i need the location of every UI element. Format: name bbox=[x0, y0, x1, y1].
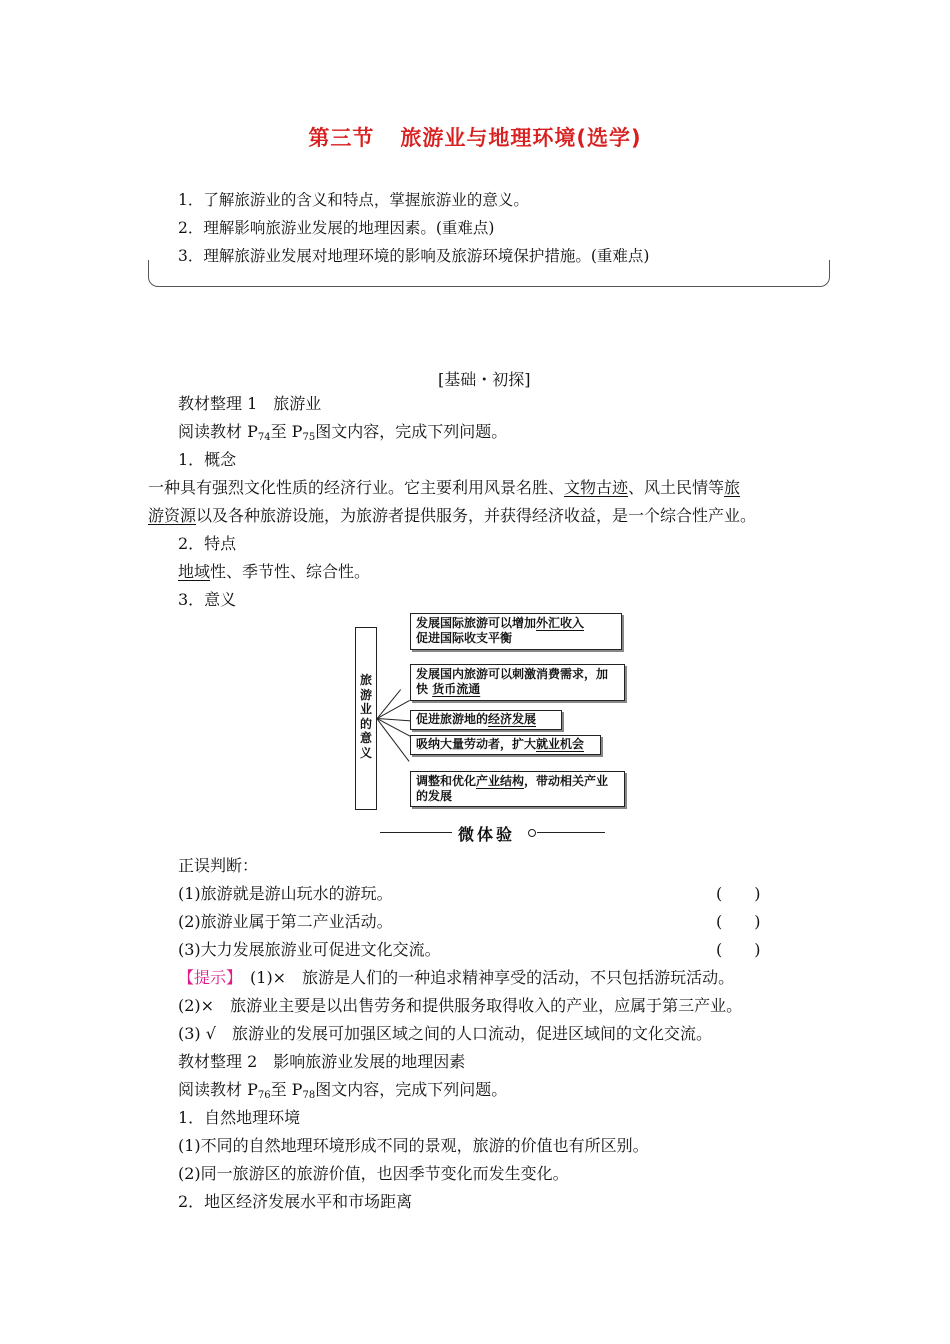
answer-blank-2: ( ) bbox=[716, 912, 761, 931]
topic-1-read: 阅读教材 $P_{74}$至 $P_{75}$图文内容，完成下列问题。 bbox=[178, 422, 508, 443]
concept-line-1: 一种具有强烈文化性质的经济行业。它主要利用风景名胜、文物古迹、风土民情等旅 bbox=[148, 478, 741, 497]
concept-heading: 1．概念 bbox=[178, 450, 237, 469]
topic-1-heading: 教材整理 1 旅游业 bbox=[178, 394, 322, 413]
diagram-box-currency: 发展国内旅游可以刺激消费需求，加 快 货币流通 bbox=[410, 664, 625, 701]
page-title: 第三节 旅游业与地理环境(选学) bbox=[308, 126, 642, 150]
connector-2 bbox=[377, 700, 410, 719]
connector-5 bbox=[376, 718, 409, 762]
natural-env-heading: 1．自然地理环境 bbox=[178, 1108, 301, 1127]
diagram-box-jobs: 吸纳大量劳动者，扩大就业机会 bbox=[410, 735, 601, 755]
judge-item-2: (2)旅游业属于第二产业活动。 bbox=[178, 912, 393, 931]
objectives-bracket bbox=[148, 260, 830, 287]
natural-env-2: (2)同一旅游区的旅游价值，也因季节变化而发生变化。 bbox=[178, 1164, 569, 1183]
objective-3: 3．理解旅游业发展对地理环境的影响及旅游环境保护措施。(重难点) bbox=[178, 247, 650, 265]
answer-blank-1: ( ) bbox=[716, 884, 761, 903]
economy-heading: 2．地区经济发展水平和市场距离 bbox=[178, 1192, 413, 1211]
banner-text: 微体验 bbox=[458, 825, 516, 844]
banner-line-right bbox=[537, 832, 605, 833]
banner-line-left bbox=[380, 832, 452, 833]
section-tag: [基础・初探] bbox=[438, 370, 531, 389]
topic-2-read: 阅读教材 $P_{76}$至 $P_{78}$图文内容，完成下列问题。 bbox=[178, 1080, 508, 1101]
connector-1 bbox=[377, 689, 401, 718]
diagram-box-industry: 调整和优化产业结构，带动相关产业 的发展 bbox=[410, 771, 625, 807]
hint-line-3: (3) √ 旅游业的发展可加强区域之间的人口流动，促进区域间的文化交流。 bbox=[178, 1024, 712, 1043]
objective-1: 1．了解旅游业的含义和特点，掌握旅游业的意义。 bbox=[178, 191, 529, 209]
diagram-box-economy: 促进旅游地的经济发展 bbox=[410, 710, 562, 730]
hint-tag: 【提示】 bbox=[178, 968, 235, 987]
meaning-diagram bbox=[355, 613, 630, 811]
micro-experience-banner bbox=[380, 822, 605, 844]
hint-line-1: 【提示】 (1)× 旅游是人们的一种追求精神享受的活动，不只包括游玩活动。 bbox=[178, 968, 735, 987]
meaning-heading: 3．意义 bbox=[178, 590, 237, 609]
topic-2-heading: 教材整理 2 影响旅游业发展的地理因素 bbox=[178, 1052, 466, 1071]
concept-line-2: 游资源以及各种旅游设施，为旅游者提供服务，并获得经济收益，是一个综合性产业。 bbox=[148, 506, 757, 525]
banner-dot bbox=[528, 829, 536, 837]
judge-item-1: (1)旅游就是游山玩水的游玩。 bbox=[178, 884, 393, 903]
answer-blank-3: ( ) bbox=[716, 940, 761, 959]
diagram-center-box: 旅 游 业 的 意 义 bbox=[355, 627, 377, 810]
feature-heading: 2．特点 bbox=[178, 534, 237, 553]
feature-text: 地域性、季节性、综合性。 bbox=[178, 562, 371, 581]
diagram-box-forex: 发展国际旅游可以增加外汇收入 促进国际收支平衡 bbox=[410, 613, 622, 650]
natural-env-1: (1)不同的自然地理环境形成不同的景观，旅游的价值也有所区别。 bbox=[178, 1136, 649, 1155]
objective-2: 2．理解影响旅游业发展的地理因素。(重难点) bbox=[178, 219, 495, 237]
judge-item-3: (3)大力发展旅游业可促进文化交流。 bbox=[178, 940, 441, 959]
judge-title: 正误判断： bbox=[178, 856, 259, 875]
hint-line-2: (2)× 旅游业主要是以出售劳务和提供服务取得收入的产业，应属于第三产业。 bbox=[178, 996, 743, 1015]
